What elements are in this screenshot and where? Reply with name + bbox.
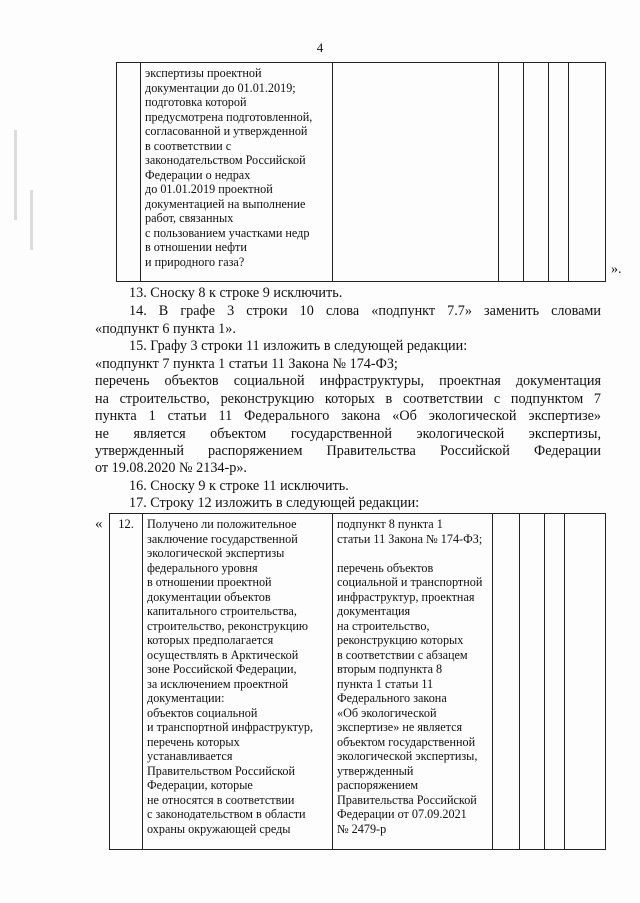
top-table-question-text: экспертизы проектной документации до 01.01.2019; подготовка которой предусмотрена подготовленной, согласованной и утвержденной в соответствии с законодательством Российской Федерации о недрах до 01.01.2019 проектной документацией на выполнение работ, связанных с пользованием участками недр в отношении нефти и природного газа? [145,66,313,269]
row-number: 12. [118,517,134,531]
top-table-col5 [524,63,549,282]
bottom-table-col7 [565,514,606,850]
open-quote: « [95,516,103,532]
paragraph-15-line4: на строительство, реконструкцию которых в соответствии с подпунктом 7 [95,391,601,407]
top-table-ref-cell [333,63,499,282]
paragraph-15-line5: пункта 1 статьи 11 Федерального закона «Об экологической экспертизе» [95,408,601,424]
top-table-col7 [569,63,606,282]
paragraph-14-line1: 14. В графе 3 строки 10 слова «подпункт 7.7» заменить словами [129,303,601,319]
paragraph-16: 16. Сноску 9 к строке 11 исключить. [129,478,349,494]
reference-cell [333,514,493,850]
page-number: 4 [316,40,324,55]
scan-margin-mark [14,130,17,220]
paragraph-15-line3: перечень объектов социальной инфраструктуры, проектная документация [95,373,601,389]
bottom-table-col5 [520,514,545,850]
top-table-question-cell [141,63,333,282]
top-table-col4 [499,63,524,282]
scan-margin-mark [30,190,33,250]
paragraph-15-line6: не является объектом государственной экологической экспертизы, [95,426,601,442]
bottom-table-col6 [545,514,565,850]
question-cell [143,514,333,850]
paragraph-15-line1: 15. Графу 3 строки 11 изложить в следующей редакции: [129,338,468,354]
paragraph-15-line8: от 19.08.2020 № 2134-р». [95,460,247,476]
top-table-col6 [549,63,569,282]
paragraph-13: 13. Сноску 8 к строке 9 исключить. [129,285,343,301]
top-table [116,62,606,282]
row-number-cell [110,514,143,850]
paragraph-17: 17. Строку 12 изложить в следующей редакции: [129,495,420,511]
paragraph-14-line2: «подпункт 6 пункта 1». [95,321,236,337]
top-table-num-cell [117,63,141,282]
question-text: Получено ли положительное заключение государственной экологической экспертизы федерального уровня в отношении проектной документации объектов капитального строительства, строительство, реконструкцию которых предполагается осуществлять в Арктической зоне Российской Федерации, за исключением проектной документации: объектов социальной и транспортной инфраструктур, перечень которых устанавливается Правительством Российской Федерации, которые не относятся в соответствии с законодательством в области охраны окружающей среды [147,517,314,836]
bottom-table [109,513,606,850]
reference-text: подпункт 8 пункта 1 статьи 11 Закона № 174-ФЗ; перечень объектов социальной и транспортной инфраструктур, проектная документация на строительство, реконструкцию которых в соответствии с абзацем вторым подпункта 8 пункта 1 статьи 11 Федерального закона «Об экологической экспертизе» не является объектом государственной экологической экспертизы, утвержденный распоряжением Правительства Российской Федерации от 07.09.2021 № 2479-р [337,517,483,836]
paragraph-15-line7: утвержденный распоряжением Правительства Российской Федерации [95,443,601,459]
close-quote: ». [611,262,622,277]
paragraph-15-line2: «подпункт 7 пункта 1 статьи 11 Закона № 174-ФЗ; [95,356,398,372]
bottom-table-col4 [493,514,520,850]
